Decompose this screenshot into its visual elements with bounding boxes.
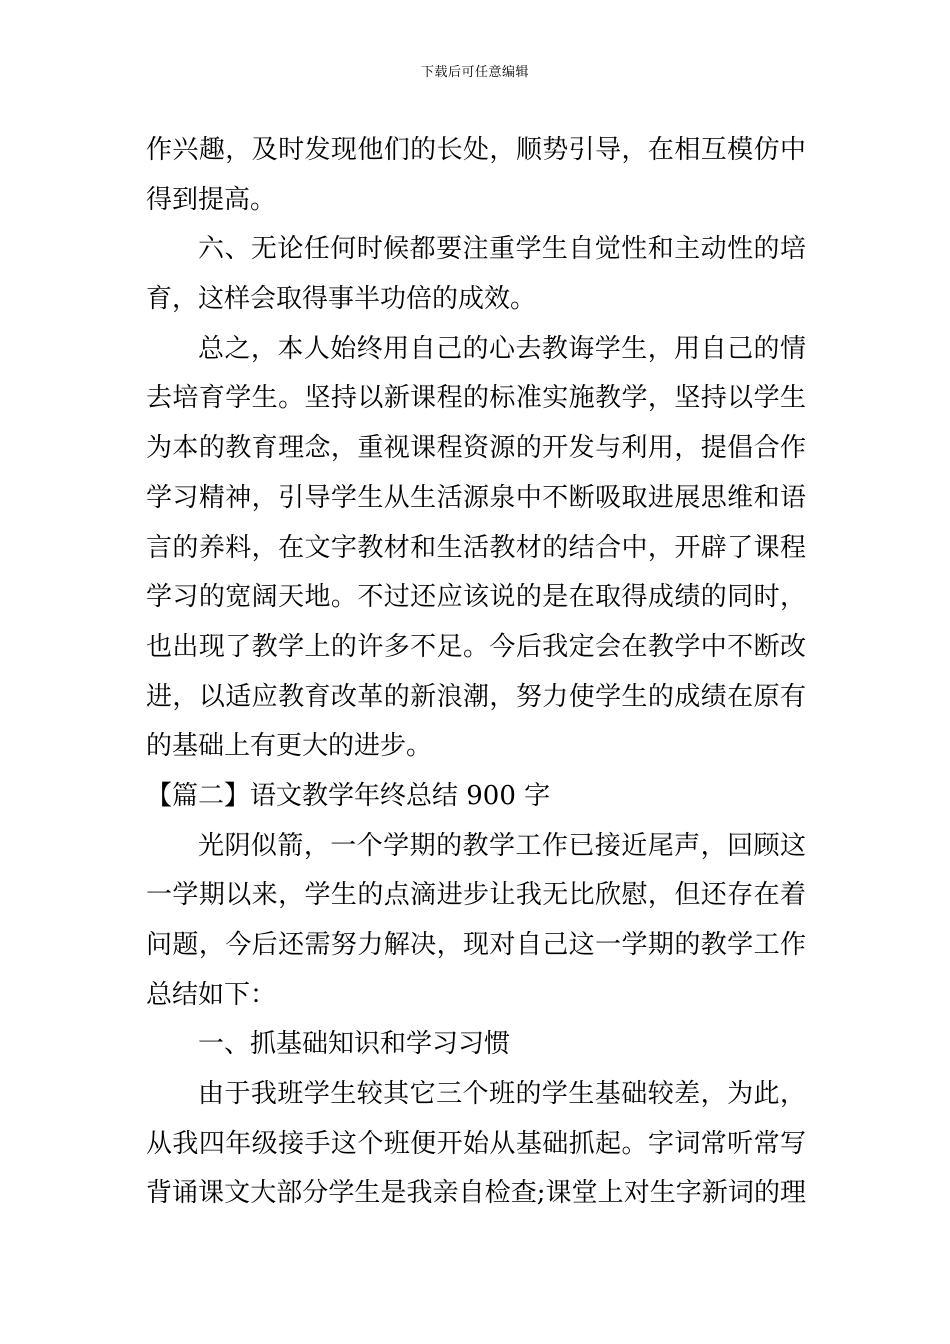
text-line: 得到提高。: [146, 184, 277, 215]
text-line: 学习精神，引导学生从生活源泉中不断吸取进展思维和语: [146, 482, 806, 513]
text-line: 由于我班学生较其它三个班的学生基础较差，为此，: [198, 1079, 806, 1110]
text-line: 【篇二】语文教学年终总结 900 字: [146, 780, 551, 811]
text-line: 从我四年级接手这个班便开始从基础抓起。字词常听常写: [146, 1128, 806, 1159]
text-line: 为本的教育理念，重视课程资源的开发与利用，提倡合作: [146, 433, 806, 464]
text-line: 一学期以来，学生的点滴进步让我无比欣慰，但还存在着: [146, 880, 806, 911]
text-line: 言的养料，在文字教材和生活教材的结合中，开辟了课程: [146, 532, 806, 563]
text-line: 也出现了教学上的许多不足。今后我定会在教学中不断改: [146, 631, 806, 662]
text-line: 进，以适应教育改革的新浪潮，努力使学生的成绩在原有: [146, 681, 806, 712]
text-line: 总之，本人始终用自己的心去教诲学生，用自己的情: [198, 333, 806, 364]
document-body: [146, 126, 806, 1219]
text-line: 学习的宽阔天地。不过还应该说的是在取得成绩的同时，: [146, 582, 806, 613]
text-line: 去培育学生。坚持以新课程的标准实施教学，坚持以学生: [146, 383, 806, 414]
text-line: 作兴趣，及时发现他们的长处，顺势引导，在相互模仿中: [146, 135, 806, 165]
text-line: 育，这样会取得事半功倍的成效。: [146, 284, 537, 315]
text-line: 光阴似箭，一个学期的教学工作已接近尾声，回顾这: [198, 830, 806, 861]
text-line: 背诵课文大部分学生是我亲自检查;课堂上对生字新词的理: [146, 1178, 806, 1209]
text-line: 的基础上有更大的进步。: [146, 731, 433, 762]
text-line: 一、抓基础知识和学习习惯: [198, 1029, 511, 1060]
text-line: 六、无论任何时候都要注重学生自觉性和主动性的培: [198, 234, 806, 265]
text-line: 问题，今后还需努力解决，现对自己这一学期的教学工作: [146, 930, 806, 960]
page-header: 下载后可任意编辑: [420, 65, 529, 80]
text-line: 总结如下：: [146, 979, 277, 1010]
